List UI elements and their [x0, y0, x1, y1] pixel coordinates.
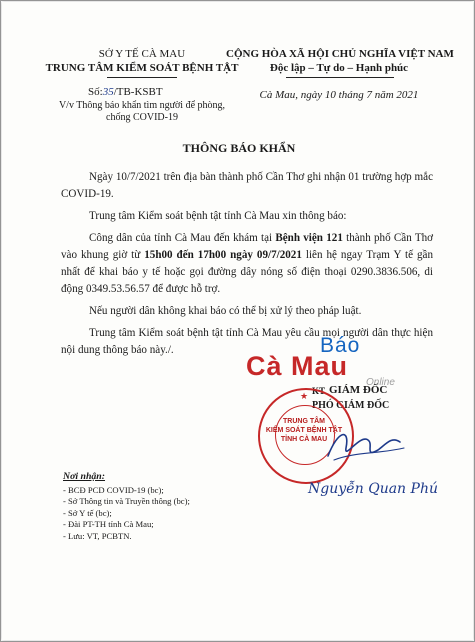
- subject-line-1: V/v Thông báo khẩn tìm người để phòng,: [58, 100, 226, 111]
- signature-position: GIÁM ĐỐC: [329, 384, 388, 396]
- paragraph-2: Trung tâm Kiểm soát bệnh tật tỉnh Cà Mau xin thông báo:: [89, 210, 347, 222]
- paragraph-3-part-e: liên hệ ngay Trạm Y tế gần nhất để khai báo y tế hoặc gọi đường dây nóng số điện thoại 0290.3836.506, di động 0349.53.56.57 để được hỗ trợ.: [61, 249, 434, 295]
- seal-line-1: TRUNG TÂM: [283, 418, 325, 425]
- recipient-item: - Lưu: VT, PCBTN.: [63, 530, 132, 541]
- signer-name: Nguyễn Quan Phú: [308, 481, 438, 497]
- seal-line-3: TỈNH CÀ MAU: [280, 436, 328, 443]
- country-name: CỘNG HÒA XÃ HỘI CHỦ NGHĨA VIỆT NAM: [226, 48, 454, 60]
- doc-number-prefix: Số:: [88, 86, 103, 98]
- watermark-ca-mau: Cà Mau: [246, 351, 349, 381]
- motto: Độc lập – Tự do – Hạnh phúc: [269, 62, 409, 74]
- paragraph-1: Ngày 10/7/2021 trên địa bàn thành phố Cần Thơ ghi nhận 01 trường hợp mắc COVID-19.: [61, 171, 433, 200]
- document-number: [88, 86, 163, 98]
- document-body: [61, 169, 433, 359]
- watermark-online: Online: [366, 377, 395, 388]
- recipient-item: - BCĐ PCD COVID-19 (bc);: [63, 484, 164, 495]
- handwritten-signature-icon: [320, 422, 410, 468]
- seal-line-2: KIỂM SOÁT BỆNH TẬT: [265, 427, 343, 434]
- place-date: Cà Mau, ngày 10 tháng 7 năm 2021: [259, 89, 419, 101]
- seal-star-icon: ★: [300, 391, 309, 401]
- paragraph-4: Nếu người dân không khai báo có thể bị xử lý theo pháp luật.: [89, 305, 362, 317]
- recipients-block: [63, 471, 190, 542]
- paragraph-5: Trung tâm Kiểm soát bệnh tật tỉnh Cà Mau yêu cầu mọi người dân thực hiện nội dung thông báo này./.: [61, 327, 433, 356]
- paragraph-3: [61, 230, 433, 298]
- motto-underline: [286, 77, 394, 78]
- paragraph-3-part-c: thành phố Cần Thơ vào khung giờ từ: [61, 232, 434, 261]
- signature-kt: KT: [312, 386, 326, 396]
- signature-deputy: PHÓ GIÁM ĐỐC: [312, 400, 390, 411]
- exposure-time: 15h00 đến 17h00 ngày 09/7/2021: [144, 249, 302, 261]
- recipient-item: - Sở Thông tin và Truyền thông (bc);: [63, 496, 190, 506]
- watermark-bao: Báo: [320, 334, 361, 357]
- document-title: THÔNG BÁO KHẨN: [182, 141, 296, 155]
- document-page: [2, 2, 473, 640]
- agency-parent: SỞ Y TẾ CÀ MAU: [98, 48, 186, 60]
- recipient-item: - Sở Y tế (bc);: [63, 507, 112, 518]
- recipient-item: - Đài PT-TH tỉnh Cà Mau;: [63, 519, 154, 529]
- hospital-name: Bệnh viện 121: [275, 232, 343, 244]
- agency-underline: [107, 77, 177, 78]
- paragraph-3-part-a: Công dân của tỉnh Cà Mau đến khám tại: [89, 232, 276, 244]
- recipients-title: Nơi nhận:: [63, 471, 106, 482]
- subject-line-2: chống COVID-19: [106, 112, 178, 123]
- agency-name: TRUNG TÂM KIỂM SOÁT BỆNH TẬT: [45, 62, 239, 74]
- doc-number-suffix: /TB-KSBT: [113, 86, 163, 98]
- doc-number-value: 35: [102, 86, 114, 98]
